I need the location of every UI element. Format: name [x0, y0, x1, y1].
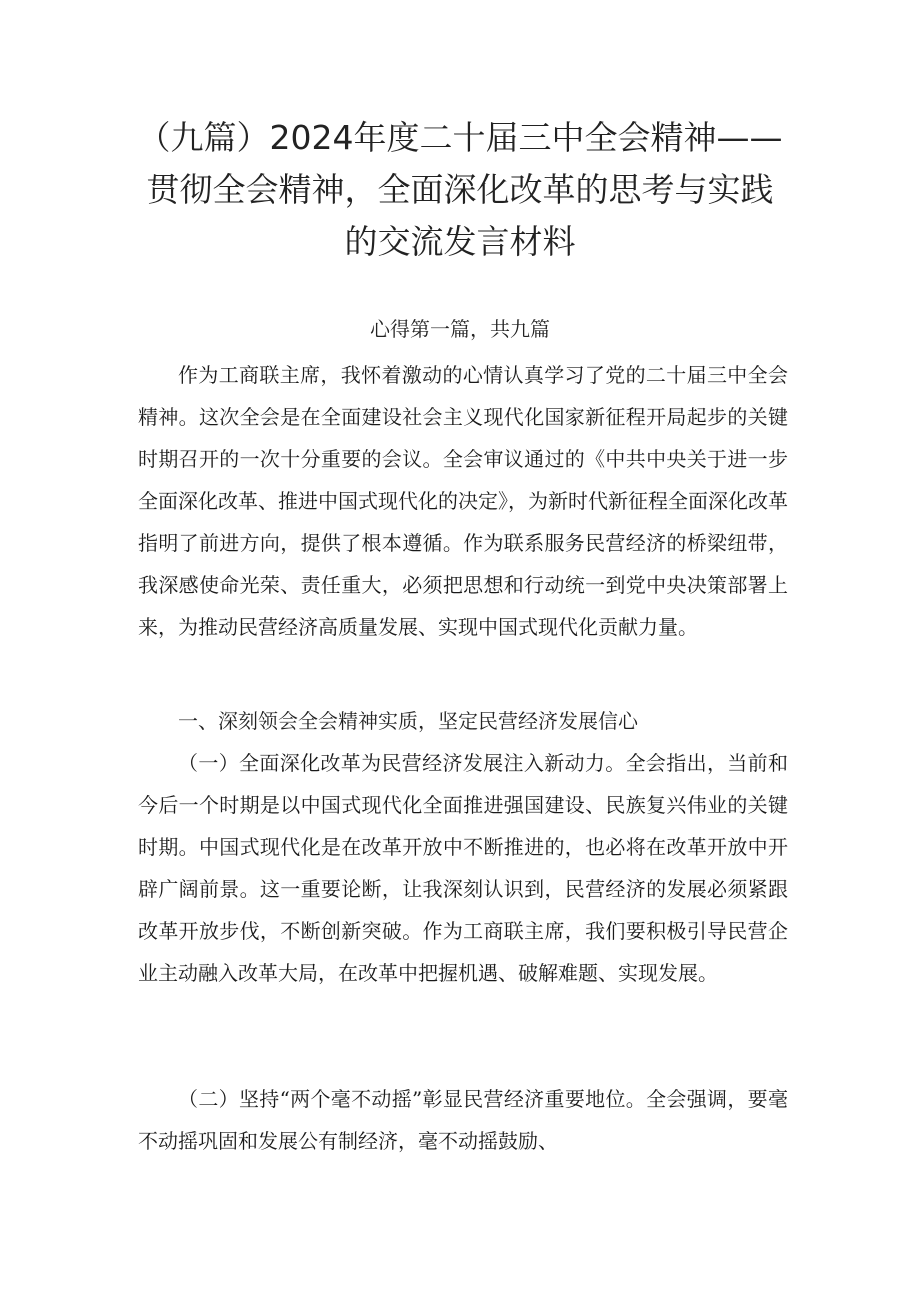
paragraph-intro: 作为工商联主席，我怀着激动的心情认真学习了党的二十届三中全会精神。这次全会是在全面建设社会主义现代化国家新征程开局起步的关键时期召开的一次十分重要的会议。全会审议通过的《中共中央关于进一步全面深化改革、推进中国式现代化的决定》，为新时代新征程全面深化改革指明了前进方向，提供了根本遵循。作为联系服务民营经济的桥梁纽带，我深感使命光荣、责任重大，必须把思想和行动统一到党中央决策部署上来，为推动民营经济高质量发展、实现中国式现代化贡献力量。 [138, 363, 788, 639]
section-heading-1: 一、深刻领会全会精神实质，坚定民营经济发展信心 [178, 709, 638, 733]
paragraph-point-1: （一）全面深化改革为民营经济发展注入新动力。全会指出，当前和今后一个时期是以中国式现代化全面推进强国建设、民族复兴伟业的关键时期。中国式现代化是在改革开放中不断推进的，也必将在改革开放中开辟广阔前景。这一重要论断，让我深刻认识到，民营经济的发展必须紧跟改革开放步伐，不断创新突破。作为工商联主席，我们要积极引导民营企业主动融入改革大局，在改革中把握机遇、破解难题、实现发展。 [138, 751, 788, 985]
paragraph-point-2: （二）坚持“两个毫不动摇”彰显民营经济重要地位。全会强调，要毫不动摇巩固和发展公有制经济，毫不动摇鼓励、 [138, 1087, 788, 1153]
document-title: （九篇）2024年度二十届三中全会精神——贯彻全会精神，全面深化改革的思考与实践的交流发言材料 [137, 118, 783, 261]
document-subtitle: 心得第一篇，共九篇 [370, 317, 550, 341]
